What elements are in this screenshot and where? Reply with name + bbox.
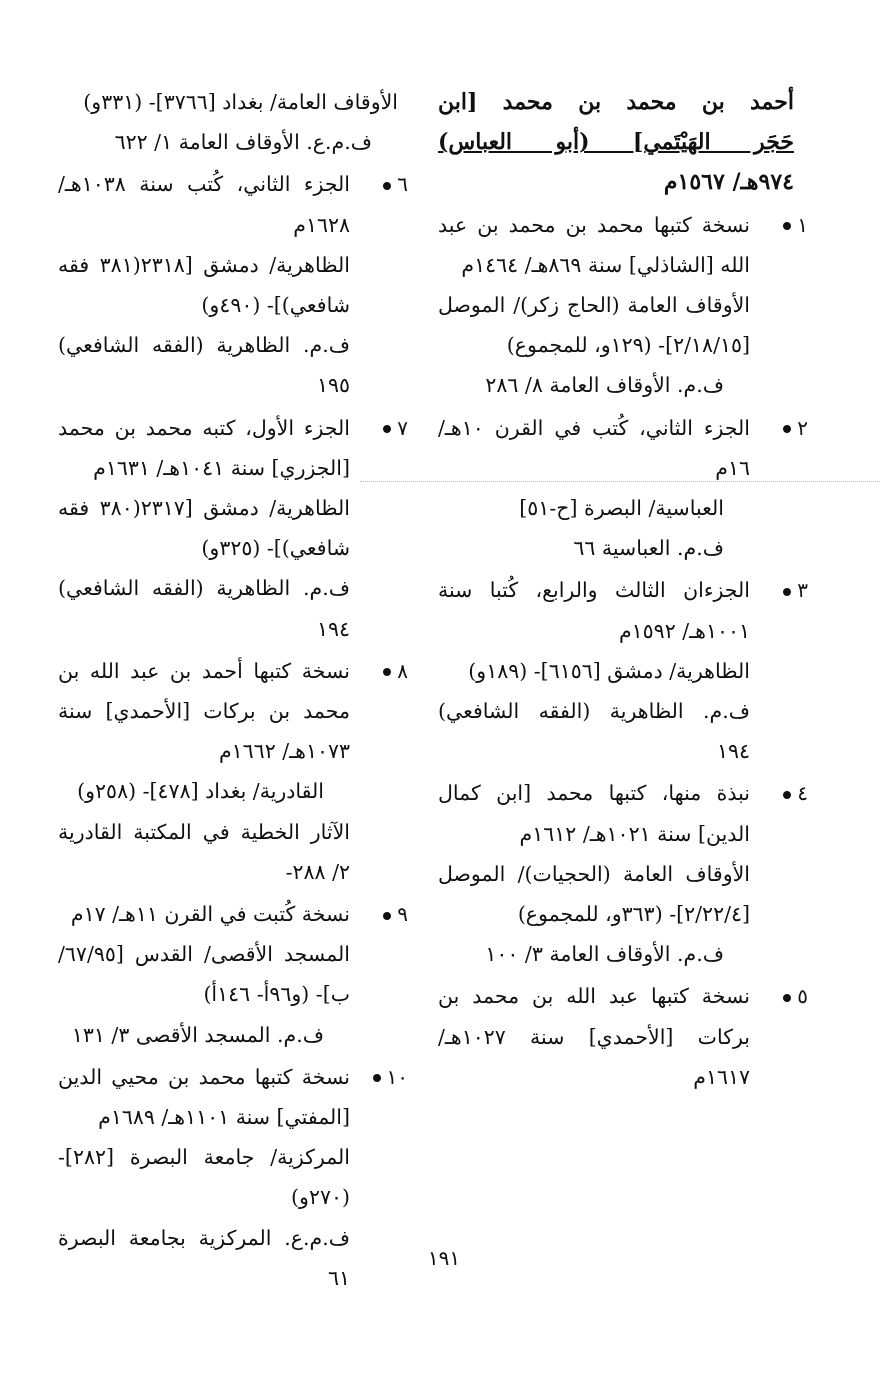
left-column: [58, 82, 408, 1300]
entry-description: نسخة كتبها أحمد بن عبد الله بن محمد بن بركات [الأحمدي] سنة ١٠٧٣هـ/ ١٦٦٢م: [58, 658, 350, 764]
entry-location: المسجد الأقصى/ القدس [٦٧/٩٥/ب]- (و٩٦أ- ١٤٦أ): [58, 942, 350, 1007]
manuscript-entry-4: [438, 773, 808, 974]
entry-number: ١: [783, 205, 808, 245]
entry-description: الجزء الأول، كتبه محمد بن محمد [الجزري] سنة ١٠٤١هـ/ ١٦٣١م: [58, 415, 350, 480]
entry-location: المركزية/ جامعة البصرة [٢٨٢]- (٢٧٠و): [58, 1145, 350, 1210]
entry-number: ٢: [783, 408, 808, 448]
entry-number: ٤: [783, 773, 808, 813]
entry-reference: ف.م. الظاهرية (الفقه الشافعي) ١٩٥: [58, 333, 350, 398]
entry-location: العباسية/ البصرة [ح-٥١]: [519, 496, 724, 521]
manuscript-entry-2: [438, 408, 808, 569]
entry-reference: ف.م. الأوقاف العامة ٣/ ١٠٠: [485, 942, 724, 967]
entry-number: ٧: [383, 408, 408, 448]
heading-line-2: حَجَر الهَيْتَمي] (أبو العباس): [438, 129, 794, 156]
entry-reference: ف.م. الظاهرية (الفقه الشافعي) ١٩٤: [438, 699, 750, 764]
page-number: ١٩١: [427, 1246, 461, 1270]
entry-number: ٦: [383, 164, 408, 204]
bullet-icon: [373, 1074, 381, 1082]
heading-line-3: ٩٧٤هـ/ ١٥٦٧م: [663, 169, 794, 196]
entry-location: الأوقاف العامة (الحاج زكر)/ الموصل [٢/١٨/١٥]- (١٢٩و، للمجموع): [438, 293, 750, 358]
entry-location: الظاهرية/ دمشق [٢٣١٨(٣٨١ فقه شافعي)]- (٤٩٠و): [58, 252, 350, 318]
entry-reference: ف.م. المسجد الأقصى ٣/ ١٣١: [71, 1022, 324, 1047]
bullet-icon: [383, 182, 391, 190]
continued-entry: [58, 82, 398, 162]
right-column: [438, 82, 808, 1099]
entry-description: الجزءان الثالث والرابع، كُتبا سنة ١٠٠١هـ/ ١٥٩٢م: [438, 578, 750, 643]
entry-description: نسخة كُتبت في القرن ١١هـ/ ١٧م: [70, 902, 350, 927]
entry-description: الجزء الثاني، كُتب سنة ١٠٣٨هـ/ ١٦٢٨م: [58, 172, 350, 237]
manuscript-entry-8: [58, 651, 408, 892]
entry-description: نسخة كتبها عبد الله بن محمد بن بركات [الأحمدي] سنة ١٠٢٧هـ/ ١٦١٧م: [438, 984, 750, 1089]
manuscript-entry-3: [438, 570, 808, 771]
manuscript-entry-5: [438, 976, 808, 1097]
entry-reference: ف.م. الظاهرية (الفقه الشافعي) ١٩٤: [58, 576, 350, 641]
entry-description: الجزء الثاني، كُتب في القرن ١٠هـ/ ١٦م: [438, 415, 750, 480]
entry-location: القادرية/ بغداد [٤٧٨]- (٢٥٨و): [77, 779, 324, 804]
bullet-icon: [783, 222, 791, 230]
entry-description: نسخة كتبها محمد بن محيي الدين [المفتي] سنة ١١٠١هـ/ ١٦٨٩م: [58, 1064, 350, 1130]
entry-reference: ف.م. العباسية ٦٦: [573, 536, 724, 561]
entry-number: ٨: [383, 651, 408, 691]
entry-location: الظاهرية/ دمشق [٢٣١٧(٣٨٠ فقه شافعي)]- (٣٢٥و): [58, 496, 350, 561]
entry-number: ١٠: [373, 1057, 408, 1097]
bullet-icon: [783, 588, 791, 596]
entry-number: ٥: [783, 976, 808, 1016]
entry-description: نبذة منها، كتبها محمد [ابن كمال الدين] سنة ١٠٢١هـ/ ١٦١٢م: [438, 781, 750, 846]
entry-location: الأوقاف العامة/ بغداد [٣٧٦٦]- (٣٣١و): [83, 90, 398, 114]
manuscript-entry-1: [438, 205, 808, 406]
entry-heading: [438, 82, 798, 203]
manuscript-entry-9: [58, 894, 408, 1055]
entry-description: نسخة كتبها محمد بن محمد بن عبد الله [الشاذلي] سنة ٨٦٩هـ/ ١٤٦٤م: [438, 212, 750, 277]
manuscript-entry-6: [58, 164, 408, 405]
entry-reference: ف.م.ع. الأوقاف العامة ١/ ٦٢٢: [114, 130, 372, 155]
entry-reference: الآثار الخطية في المكتبة القادرية ٢/ ٢٨٨-: [58, 819, 350, 884]
bullet-icon: [783, 425, 791, 433]
bullet-icon: [383, 425, 391, 433]
heading-line-1: أحمد بن محمد بن محمد [ابن: [438, 89, 794, 115]
entry-number: ٩: [383, 894, 408, 934]
entry-number: ٣: [783, 570, 808, 610]
bullet-icon: [783, 791, 791, 799]
bullet-icon: [783, 994, 791, 1002]
entry-location: الأوقاف العامة (الحجيات)/ الموصل [٢/٢٢/٤]- (٣٦٣و، للمجموع): [438, 861, 750, 927]
bullet-icon: [383, 912, 391, 920]
entry-reference: ف.م. الأوقاف العامة ٨/ ٢٨٦: [485, 373, 724, 398]
manuscript-entry-7: [58, 408, 408, 649]
entry-reference: ف.م.ع. المركزية بجامعة البصرة ٦١: [58, 1225, 350, 1290]
bullet-icon: [383, 668, 391, 676]
entry-location: الظاهرية/ دمشق [٦١٥٦]- (١٨٩و): [468, 658, 750, 683]
